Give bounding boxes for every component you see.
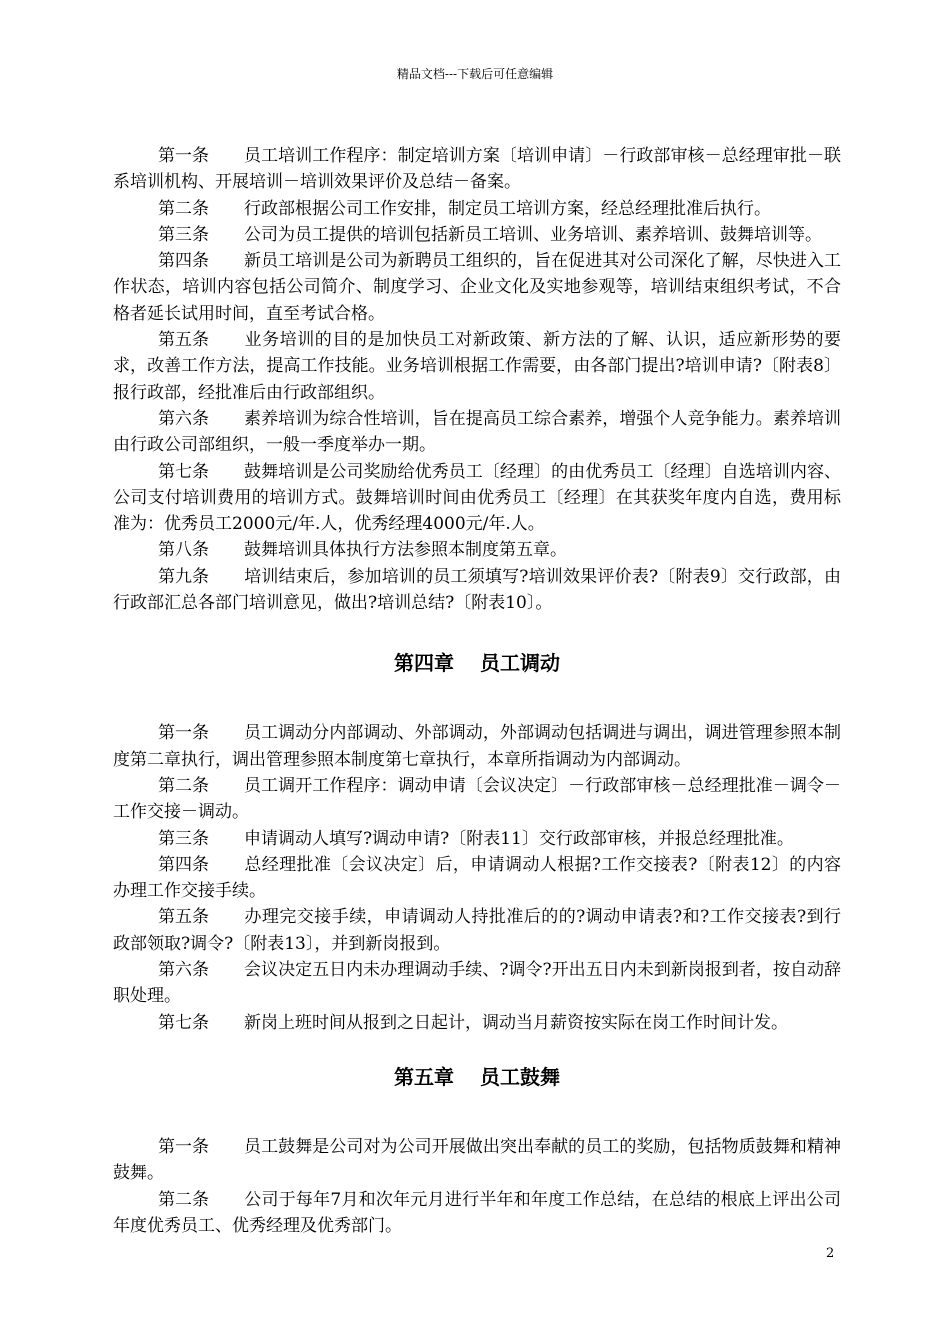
chapter5-heading <box>113 1056 841 1098</box>
article-paragraph <box>113 1134 841 1187</box>
article-label: 第二条 <box>158 1189 209 1210</box>
chapter4-number: 第四章 <box>394 651 454 676</box>
article-paragraph <box>113 773 841 826</box>
article-paragraph <box>113 406 841 459</box>
article-paragraph <box>113 826 841 852</box>
article-text: 员工培训工作程序：制定培训方案〔培训申请〕－行政部审核－总经理审批－联系培训机构、开展培训－培训效果评价及总结－备案。 <box>113 146 841 193</box>
article-text: 公司为员工提供的培训包括新员工培训、业务培训、素养培训、鼓舞培训等。 <box>244 224 822 245</box>
article-text: 业务培训的目的是加快员工对新政策、新方法的了解、认识，适应新形势的要求，改善工作方法，提高工作技能。业务培训根据工作需要，由各部门提出?培训申请?〔附表8〕报行政部，经批准后由行政部组织。 <box>113 330 841 403</box>
chapter5-articles <box>113 1134 841 1239</box>
article-label: 第二条 <box>158 775 209 796</box>
article-paragraph <box>113 248 841 327</box>
article-paragraph <box>113 537 841 563</box>
article-label: 第九条 <box>158 566 209 587</box>
article-text: 培训结束后，参加培训的员工须填写?培训效果评价表?〔附表9〕交行政部，由行政部汇总各部门培训意见，做出?培训总结?〔附表10〕。 <box>113 566 841 614</box>
article-text: 员工调动分内部调动、外部调动，外部调动包括调进与调出，调进管理参照本制度第二章执行，调出管理参照本制度第七章执行，本章所指调动为内部调动。 <box>113 723 841 770</box>
article-paragraph <box>113 957 841 1010</box>
article-paragraph <box>113 196 841 222</box>
article-paragraph <box>113 564 841 617</box>
article-text: 会议决定五日内未办理调动手续、?调令?开出五日内未到新岗报到者，按自动辞职处理。 <box>113 960 841 1007</box>
article-label: 第一条 <box>158 723 209 744</box>
article-label: 第四条 <box>158 251 209 272</box>
article-text: 申请调动人填写?调动申请?〔附表11〕交行政部审核，并报总经理批准。 <box>244 828 794 849</box>
chapter5-number: 第五章 <box>394 1064 454 1089</box>
chapter4-articles <box>113 720 841 1036</box>
article-paragraph <box>113 720 841 773</box>
section3-articles <box>113 143 841 616</box>
article-paragraph <box>113 143 841 196</box>
page-header: 精品文档---下载后可任意编辑 <box>396 67 554 81</box>
article-text: 新岗上班时间从报到之日起计，调动当月薪资按实际在岗工作时间计发。 <box>244 1012 788 1033</box>
article-text: 行政部根据公司工作安排，制定员工培训方案，经总经理批准后执行。 <box>244 198 771 219</box>
chapter4-title: 员工调动 <box>480 651 560 676</box>
article-text: 总经理批准〔会议决定〕后，申请调动人根据?工作交接表?〔附表12〕的内容办理工作交接手续。 <box>113 854 841 902</box>
article-text: 办理完交接手续，申请调动人持批准后的的?调动申请表?和?工作交接表?到行政部领取?调令?〔附表13〕，并到新岗报到。 <box>113 907 841 954</box>
chapter4-heading <box>113 642 841 684</box>
document-body <box>113 143 841 1239</box>
page-number: 2 <box>826 1246 835 1261</box>
article-label: 第六条 <box>158 408 209 429</box>
article-paragraph <box>113 1187 841 1240</box>
chapter5-title: 员工鼓舞 <box>480 1064 560 1089</box>
article-label: 第一条 <box>158 146 209 166</box>
article-paragraph <box>113 904 841 957</box>
article-text: 素养培训为综合性培训，旨在提高员工综合素养，增强个人竞争能力。素养培训由行政公司部组织，一般一季度举办一期。 <box>113 408 841 456</box>
article-text: 员工调开工作程序：调动申请〔会议决定〕－行政部审核－总经理批准－调令－工作交接－调动。 <box>113 775 841 823</box>
article-label: 第五条 <box>158 330 209 351</box>
article-paragraph <box>113 459 841 538</box>
article-paragraph <box>113 327 841 406</box>
article-text: 员工鼓舞是公司对为公司开展做出突出奉献的员工的奖励，包括物质鼓舞和精神鼓舞。 <box>113 1136 841 1184</box>
article-text: 鼓舞培训具体执行方法参照本制度第五章。 <box>244 540 567 561</box>
article-label: 第一条 <box>158 1136 209 1157</box>
article-label: 第七条 <box>158 1012 209 1033</box>
article-label: 第六条 <box>158 960 209 981</box>
article-label: 第三条 <box>158 828 209 849</box>
article-label: 第二条 <box>158 198 209 219</box>
article-label: 第四条 <box>158 854 209 875</box>
article-text: 新员工培训是公司为新聘员工组织的，旨在促进其对公司深化了解，尽快进入工作状态，培训内容包括公司简介、制度学习、企业文化及实地参观等，培训结束组织考试，不合格者延长试用时间，直至考试合格。 <box>113 251 841 324</box>
article-paragraph <box>113 222 841 248</box>
article-paragraph <box>113 1010 841 1036</box>
article-label: 第三条 <box>158 224 209 245</box>
article-label: 第八条 <box>158 540 209 561</box>
article-paragraph <box>113 852 841 905</box>
article-label: 第七条 <box>158 461 209 482</box>
article-text: 鼓舞培训是公司奖励给优秀员工〔经理〕的由优秀员工〔经理〕自选培训内容、公司支付培训费用的培训方式。鼓舞培训时间由优秀员工〔经理〕在其获奖年度内自选，费用标准为：优秀员工2000元/年.人，优秀经理4000元/年.人。 <box>113 461 841 535</box>
article-label: 第五条 <box>158 907 209 928</box>
article-text: 公司于每年7月和次年元月进行半年和年度工作总结，在总结的根底上评出公司年度优秀员工、优秀经理及优秀部门。 <box>113 1189 841 1236</box>
